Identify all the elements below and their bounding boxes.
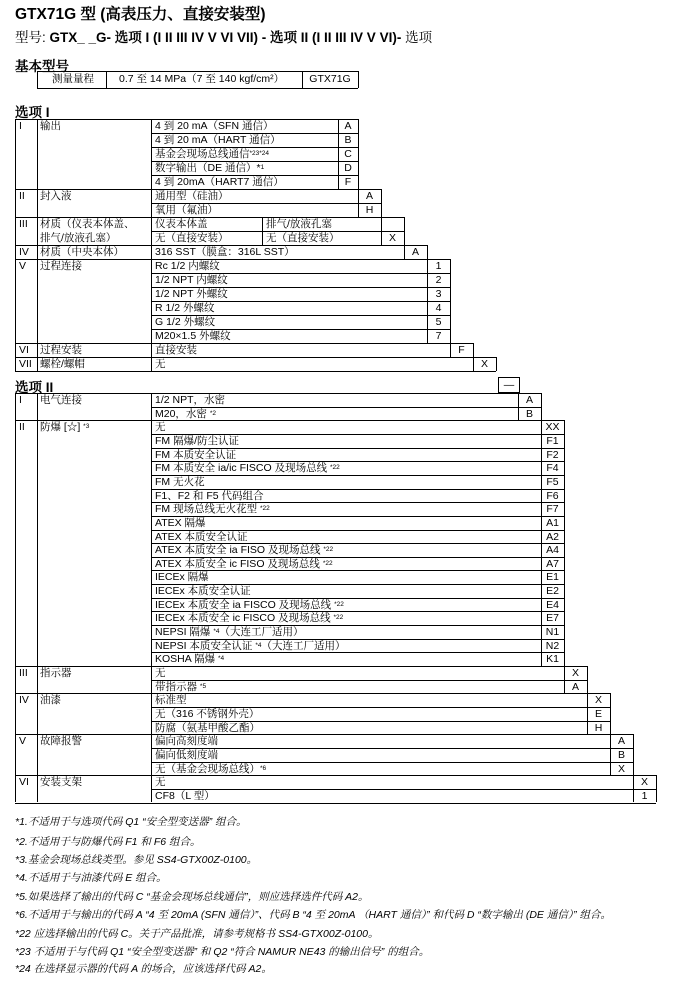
rule-line [151, 570, 564, 571]
footnote: *6.不适用于与输出的代码 A “4 至 20mA (SFN 通信）”、代码 B “4 至 20mA （HART 通信）” 和代码 D “数字输出 (DE 通信）” 组合。 [15, 909, 612, 921]
rule-line [151, 639, 564, 640]
option-item-text: 偏向高刻度端 [155, 735, 218, 748]
group-number: III [19, 667, 28, 679]
rule-line [151, 231, 262, 232]
rule-line [587, 666, 588, 693]
rule-line [15, 357, 16, 371]
option-item-text: ATEX 隔爆 [155, 516, 206, 529]
option-item-text: 1/2 NPT 内螺纹 [155, 274, 228, 286]
rule-line [15, 393, 541, 394]
group-name: 封入液 [40, 190, 72, 202]
rule-line [37, 71, 38, 88]
rule-line [610, 734, 611, 775]
rule-line [15, 775, 16, 802]
rule-line [358, 189, 359, 217]
rule-line [37, 734, 38, 775]
rule-line [151, 259, 152, 343]
option-item-text: 1/2 NPT，水密 [155, 394, 226, 406]
rule-line [15, 420, 564, 421]
group-name: 螺栓/螺帽 [40, 358, 85, 370]
model-number-line: 型号: GTX_ _G- 选项 I (I II III IV V VI VII) - 选项 II (I II III IV V VI)- 选项 [15, 30, 433, 45]
option-code: X [571, 667, 579, 679]
option1-heading: 选项 I [15, 105, 50, 120]
rule-line [151, 357, 152, 371]
group-number: VII [19, 358, 32, 370]
rule-line [15, 259, 16, 343]
option-code: A2 [546, 530, 559, 543]
option-code: F2 [546, 448, 559, 461]
option-code: A [365, 190, 373, 202]
option-item-text: F1、F2 和 F5 代码组合 [155, 489, 264, 502]
rule-line [15, 217, 16, 245]
option-code: B [617, 748, 625, 761]
rule-line [37, 88, 358, 89]
rule-line [151, 707, 610, 708]
rule-line [151, 343, 152, 357]
option-item-text: 仪表本体盖 [155, 218, 208, 230]
rule-line [338, 119, 339, 189]
rule-line [151, 748, 633, 749]
option-code: H [365, 204, 374, 216]
rule-line [151, 133, 358, 134]
option-code: 1 [435, 260, 442, 272]
rule-line [37, 420, 38, 666]
option-code: X [480, 358, 488, 370]
footnote: *2.不适用于与防爆代码 F1 和 F6 组合。 [15, 836, 201, 848]
option-item-text: 数字输出（DE 通信）*$^1$ [155, 162, 265, 174]
rule-line [151, 762, 633, 763]
option-item-text: 无 [155, 776, 166, 789]
option-item-text: 无（基金会现场总线）$^{*6}$ [155, 762, 267, 775]
basic-model-heading: 基本型号 [15, 59, 69, 74]
rule-line [541, 420, 542, 666]
option-item-text: M20×1.5 外螺纹 [155, 330, 231, 342]
rule-line [151, 557, 564, 558]
rule-line [151, 407, 541, 408]
option-item-text: 316 SST（膜盒：316L SST） [155, 246, 295, 258]
option-code: A4 [546, 544, 559, 557]
rule-line [151, 789, 656, 790]
option-code: A [617, 735, 625, 748]
rule-line [15, 119, 16, 189]
rule-line [450, 343, 451, 357]
group-number: V [19, 260, 27, 272]
option-code: 2 [435, 274, 442, 286]
option-item-text: ATEX 本质安全认证 [155, 530, 248, 543]
rule-line [151, 680, 587, 681]
rule-line [15, 666, 16, 693]
rule-line [15, 734, 16, 775]
rule-line [151, 598, 564, 599]
option-code: F6 [546, 489, 559, 502]
rule-line [37, 189, 38, 217]
option-code: B [344, 134, 352, 146]
rule-line [37, 71, 358, 72]
rule-line [564, 420, 565, 666]
group-name: 电气连接 [40, 394, 82, 406]
page-title: GTX71G 型 (高表压力、直接安装型) [15, 6, 266, 23]
rule-line [151, 721, 610, 722]
option-code: X [388, 232, 396, 244]
rule-line [358, 71, 359, 88]
option-item-text: IECEx 本质安全 ia FISCO 及现场总线 $^{*22}$ [155, 598, 344, 611]
rule-line [15, 393, 16, 420]
option-item-text: 无 [155, 358, 166, 370]
option-code: A [571, 680, 579, 693]
footnote: *24 在选择显示器的代码 A 的场合，应该选择代码 A2。 [15, 963, 272, 975]
rule-line [151, 611, 564, 612]
option-item-text: 直接安装 [155, 344, 197, 356]
rule-line [151, 273, 450, 274]
group-number: I [19, 394, 22, 406]
group-name: 故障报警 [40, 735, 82, 748]
option-item-text: 基金会现场总线通信$^{*23*24}$ [155, 148, 270, 160]
option-code: F5 [546, 475, 559, 488]
rule-line [151, 434, 564, 435]
option-code: X [594, 694, 602, 707]
group-name: 过程连接 [40, 260, 82, 272]
rule-line [15, 693, 610, 694]
rule-line [427, 259, 428, 343]
rule-line [151, 775, 152, 802]
option-code: F [344, 176, 352, 188]
option-code: E7 [546, 612, 559, 625]
rule-line [381, 217, 382, 245]
group-name: 材质（仪表本体盖、 [40, 218, 135, 230]
rule-line [151, 489, 564, 490]
group-number: II [19, 421, 25, 434]
option-code: E2 [546, 585, 559, 598]
rule-line [151, 245, 152, 259]
group-name: 安装支架 [40, 776, 82, 789]
option-code: N2 [545, 639, 560, 652]
group-number: IV [19, 246, 29, 258]
rule-line [496, 357, 497, 371]
option-item-text: NEPSI 本质安全认证 $^{*4}$（大连工厂适用） [155, 639, 346, 652]
option-item-text: 无（316 不锈钢外壳） [155, 707, 260, 720]
rule-line [541, 393, 542, 420]
option-item-text: 排气/放液孔塞 [266, 218, 332, 230]
rule-line [404, 217, 405, 245]
rule-line [151, 189, 152, 217]
rule-line [427, 245, 428, 259]
option-item-text: 1/2 NPT 外螺纹 [155, 288, 228, 300]
option-code: 4 [435, 302, 442, 314]
option-item-text: 无 [155, 421, 166, 434]
footnote: *4.不适用于与油漆代码 E 组合。 [15, 872, 167, 884]
option-item-text: FM 现场总线无火花型 $^{*22}$ [155, 503, 270, 516]
rule-line [37, 666, 38, 693]
rule-line [15, 343, 16, 357]
rule-line [15, 775, 656, 776]
option-item-text: KOSHA 隔爆 $^{*4}$ [155, 653, 225, 666]
rule-line [151, 461, 564, 462]
rule-line [450, 259, 451, 343]
footnote: *22 应选择输出的代码 C。关于产品批准，请参考规格书 SS4-GTX00Z-0100。 [15, 928, 379, 940]
group-number: III [19, 218, 28, 230]
rule-line [37, 357, 38, 371]
option-item-text: 防腐（氨基甲酸乙酯） [155, 721, 260, 734]
rule-line [151, 543, 564, 544]
rule-line [15, 734, 633, 735]
option-code: A [525, 394, 533, 406]
rule-line [15, 371, 496, 372]
option-item-text: ATEX 本质安全 ic FISO 及现场总线 $^{*22}$ [155, 557, 333, 570]
rule-line [358, 119, 359, 189]
option-code: H [594, 721, 603, 734]
option-code: C [344, 148, 352, 160]
rule-line [37, 393, 38, 420]
rule-line [151, 203, 381, 204]
option-item-text: 偏向低刻度端 [155, 748, 218, 761]
option-code: E4 [546, 598, 559, 611]
group-number: IV [19, 694, 29, 707]
option-item-text: 4 到 20mA（HART7 通信） [155, 176, 284, 188]
option-code: A1 [546, 516, 559, 529]
option-code: N1 [545, 626, 560, 639]
option-code: E [594, 707, 602, 720]
rule-line [15, 357, 496, 358]
rule-line [151, 530, 564, 531]
rule-line [37, 259, 38, 343]
option-item-text: 通用型（硅油） [155, 190, 229, 202]
group-number: I [19, 120, 22, 132]
rule-line [151, 175, 358, 176]
basic-model-code: GTX71G [309, 73, 351, 85]
rule-line [15, 693, 16, 734]
rule-line [151, 652, 564, 653]
option-item-text: Rc 1/2 内螺纹 [155, 260, 220, 272]
option-item-text: 4 到 20 mA（HART 通信） [155, 134, 281, 146]
group-name: 排气/放液孔塞） [40, 232, 117, 244]
option-item-text: IECEx 本质安全 ic FISCO 及现场总线 $^{*22}$ [155, 612, 344, 625]
group-number: VI [19, 776, 29, 789]
footnote: *5.如果选择了输出的代码 C “基金会现场总线通信”，则应选择选件代码 A2。 [15, 891, 369, 903]
rule-line [473, 343, 474, 357]
rule-line [15, 420, 16, 666]
rule-line [15, 245, 16, 259]
rule-line [106, 71, 107, 88]
rule-line [151, 420, 152, 666]
rule-line [151, 584, 564, 585]
rule-line [37, 119, 38, 189]
option-item-text: FM 无火花 [155, 475, 205, 488]
group-number: VI [19, 344, 29, 356]
option-item-text: CF8（L 型） [155, 789, 215, 802]
group-name: 材质（中央本体） [40, 246, 124, 258]
rule-line [151, 119, 152, 189]
rule-line [37, 693, 38, 734]
rule-line [151, 666, 152, 693]
rule-line [151, 475, 564, 476]
rule-line [151, 287, 450, 288]
option-item-text: IECEx 隔爆 [155, 571, 209, 584]
group-name: 输出 [40, 120, 61, 132]
group-number: II [19, 190, 25, 202]
option-item-text: R 1/2 外螺纹 [155, 302, 215, 314]
option-code: 5 [435, 316, 442, 328]
rule-line [151, 147, 358, 148]
option-item-text: FM 本质安全 ia/ic FISCO 及现场总线 $^{*22}$ [155, 462, 340, 475]
option2-heading: 选项 II [15, 380, 54, 395]
footnote: *1.不适用于与选项代码 Q1 “安全型变送器” 组合。 [15, 816, 247, 828]
option-code: F7 [546, 503, 559, 516]
rule-line [610, 693, 611, 734]
option-code: A [411, 246, 419, 258]
option-item-text: 标准型 [155, 694, 187, 707]
option-item-text: IECEx 本质安全认证 [155, 585, 251, 598]
option-item-text: 带指示器 $^{*5}$ [155, 680, 207, 693]
option-code: F1 [546, 434, 559, 447]
rule-line [37, 343, 38, 357]
rule-line [564, 666, 565, 693]
rule-line [473, 357, 474, 371]
rule-line [404, 245, 405, 259]
option-code: D [344, 162, 352, 174]
group-name: 过程安装 [40, 344, 82, 356]
rule-line [381, 189, 382, 217]
option-item-text: NEPSI 隔爆 $^{*4}$（大连工厂适用） [155, 626, 304, 639]
option-item-text: FM 本质安全认证 [155, 448, 237, 461]
footnote: *3.基金会现场总线类型。参见 SS4-GTX00Z-0100。 [15, 854, 258, 866]
rule-line [633, 775, 634, 802]
rule-line [262, 217, 263, 245]
option-code: X [640, 776, 648, 789]
rule-line [15, 343, 473, 344]
option-code: A [344, 120, 352, 132]
group-name: 油漆 [40, 694, 61, 707]
rule-line [151, 516, 564, 517]
option-code: F [458, 344, 465, 356]
option-code: XX [545, 421, 560, 434]
option2-separator-dash: — [498, 377, 520, 393]
rule-line [151, 448, 564, 449]
option-code: 1 [641, 789, 648, 802]
basic-range-label: 测量量程 [52, 73, 94, 85]
group-name: 指示器 [40, 667, 72, 679]
rule-line [15, 189, 16, 217]
rule-line [151, 161, 358, 162]
rule-line [151, 625, 564, 626]
rule-line [151, 693, 152, 734]
option-item-text: G 1/2 外螺纹 [155, 316, 216, 328]
rule-line [151, 315, 450, 316]
option-item-text: 无（直接安装） [266, 232, 340, 244]
rule-line [656, 775, 657, 802]
rule-line [151, 734, 152, 775]
rule-line [518, 393, 519, 420]
rule-line [37, 775, 38, 802]
rule-line [151, 393, 152, 420]
group-number: V [19, 735, 27, 748]
option-code: K1 [546, 653, 559, 666]
option-code: B [525, 407, 533, 420]
rule-line [633, 734, 634, 775]
rule-line [587, 693, 588, 734]
group-name: 防爆 [☆] $^{*3}$ [40, 421, 90, 434]
rule-line [151, 301, 450, 302]
option-code: F4 [546, 462, 559, 475]
option-code: A7 [546, 557, 559, 570]
rule-line [37, 245, 38, 259]
option-item-text: 无 [155, 667, 166, 679]
basic-range-value: 0.7 至 14 MPa（7 至 140 kgf/cm²） [119, 73, 285, 85]
option-code: 7 [435, 330, 442, 342]
option-item-text: M20，水密 $^{*2}$ [155, 407, 216, 420]
rule-line [151, 329, 450, 330]
rule-line [151, 502, 564, 503]
option-item-text: 无（直接安装） [155, 232, 229, 244]
option-item-text: 4 到 20 mA（SFN 通信） [155, 120, 274, 132]
option-item-text: FM 隔爆/防尘认证 [155, 434, 239, 447]
rule-line [15, 666, 587, 667]
option-code: 3 [435, 288, 442, 300]
option-code: X [617, 762, 625, 775]
option-code: E1 [546, 571, 559, 584]
option-item-text: ATEX 本质安全 ia FISO 及现场总线 $^{*22}$ [155, 544, 334, 557]
footnote: *23 不适用于与代码 Q1 “安全型变送器” 和 Q2 “符合 NAMUR NE43 的输出信号” 的组合。 [15, 946, 430, 958]
option-item-text: 氧用（氟油） [155, 204, 218, 216]
rule-line [15, 803, 656, 804]
rule-line [37, 217, 38, 245]
